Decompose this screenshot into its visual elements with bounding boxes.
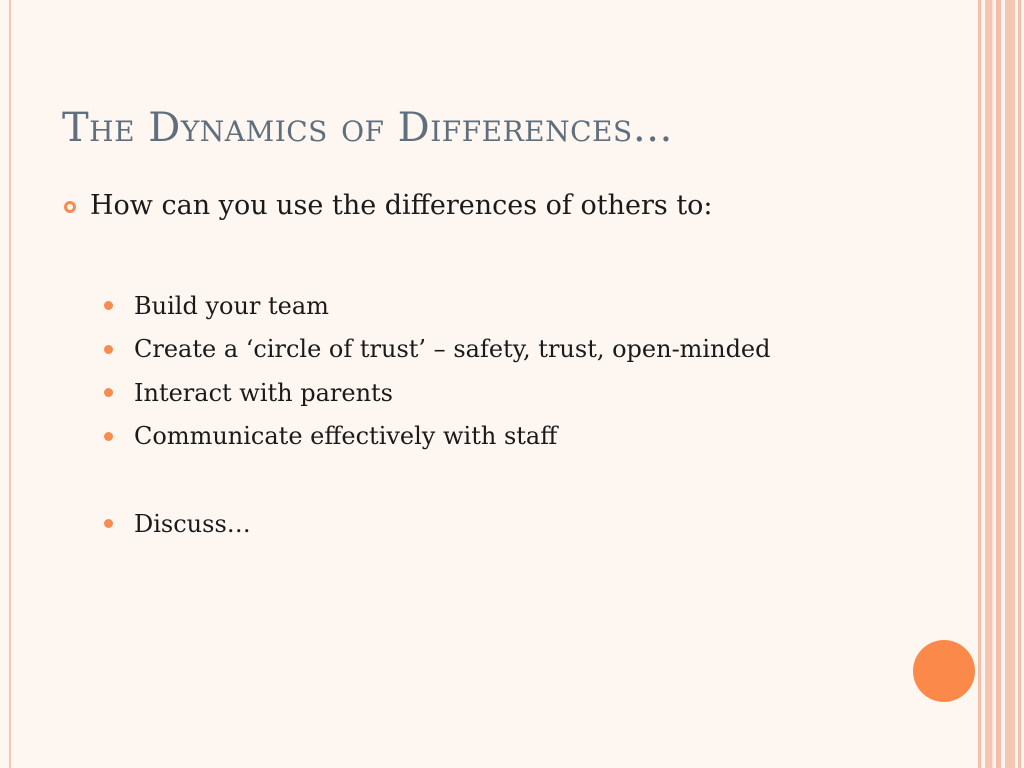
- sub-bullet-text: Communicate effectively with staff: [134, 422, 558, 451]
- right-stripe: [978, 0, 981, 768]
- sub-bullet-list: [104, 284, 771, 546]
- ring-bullet-icon: [64, 201, 76, 213]
- right-stripe: [996, 0, 1001, 768]
- dot-bullet-icon: [104, 301, 113, 310]
- sub-bullet-text: Interact with parents: [134, 378, 393, 407]
- dot-bullet-icon: [104, 519, 113, 528]
- sub-bullet-text: Discuss…: [134, 509, 251, 538]
- right-stripe: [1005, 0, 1015, 768]
- slide-title: The Dynamics of Differences…: [62, 105, 674, 151]
- list-item: [104, 415, 771, 459]
- sub-bullet-text: Build your team: [134, 291, 329, 320]
- list-item: [104, 502, 771, 546]
- dot-bullet-icon: [104, 388, 113, 397]
- orange-circle-decoration: [913, 640, 975, 702]
- right-stripe: [992, 0, 994, 768]
- dot-bullet-icon: [104, 345, 113, 354]
- right-stripe: [985, 0, 992, 768]
- right-stripe: [1018, 0, 1021, 768]
- list-item: [104, 371, 771, 415]
- left-border-line: [9, 0, 11, 768]
- list-item: [104, 328, 771, 372]
- main-bullet-text: How can you use the differences of others to:: [90, 190, 713, 221]
- list-item: [104, 284, 771, 328]
- sub-bullet-text: Create a ‘circle of trust’ – safety, trust, open-minded: [134, 335, 771, 364]
- dot-bullet-icon: [104, 432, 113, 441]
- main-bullet-item: [64, 190, 713, 221]
